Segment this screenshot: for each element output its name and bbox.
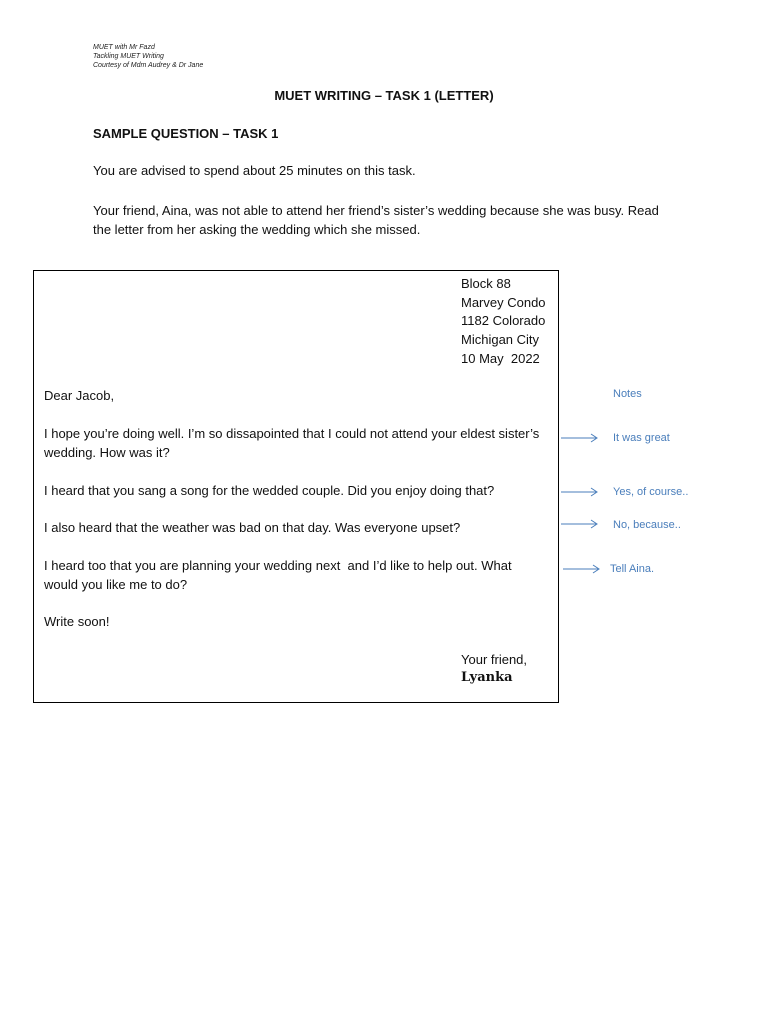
address-line: Michigan City — [461, 332, 540, 348]
address-line: Marvey Condo — [461, 294, 546, 310]
prompt-text: Your friend, Aina, was not able to attend her friend’s sister’s wedding because she was busy. Read the letter from her asking the wedding which she missed. — [93, 203, 659, 237]
letter-box — [33, 270, 559, 703]
paragraph-4-line-2: would you like me to do? — [44, 577, 188, 592]
note-item: Yes, of course.. — [613, 486, 689, 498]
address-line: 1182 Colorado — [461, 313, 546, 329]
header-line-2: Tackling MUET Writing — [93, 53, 164, 60]
signature: Lyanka — [461, 670, 513, 685]
address-block — [461, 275, 546, 369]
arrow-right-icon — [560, 486, 600, 498]
paragraph-1-line-2: wedding. How was it? — [44, 445, 170, 460]
sample-heading: SAMPLE QUESTION – TASK 1 — [93, 126, 279, 141]
note-item: It was great — [613, 432, 670, 444]
salutation: Dear Jacob, — [44, 388, 115, 403]
header-line-1: MUET with Mr Fazd — [93, 44, 155, 51]
page-title: MUET WRITING – TASK 1 (LETTER) — [274, 88, 494, 103]
arrow-right-icon — [562, 563, 602, 575]
letter-date: 10 May 2022 — [461, 350, 540, 366]
header-line-3: Courtesy of Mdm Audrey & Dr Jane — [93, 62, 204, 69]
paragraph-1-line-1: I hope you’re doing well. I’m so dissapointed that I could not attend your eldest sister’s — [44, 426, 540, 441]
closing-line: Write soon! — [44, 614, 110, 629]
paragraph-2: I heard that you sang a song for the wedded couple. Did you enjoy doing that? — [44, 483, 495, 498]
paragraph-3: I also heard that the weather was bad on that day. Was everyone upset? — [44, 520, 461, 535]
address-line: Block 88 — [461, 276, 511, 291]
note-item: No, because.. — [613, 519, 681, 531]
note-item: Tell Aina. — [610, 563, 655, 575]
page-header — [93, 43, 203, 70]
arrow-right-icon — [560, 432, 600, 444]
paragraph-4-line-1: I heard too that you are planning your wedding next and I’d like to help out. What — [44, 558, 512, 573]
arrow-right-icon — [560, 518, 600, 530]
notes-heading: Notes — [613, 388, 642, 400]
sign-off: Your friend, — [461, 652, 528, 667]
instruction-text: You are advised to spend about 25 minutes on this task. — [93, 163, 416, 178]
